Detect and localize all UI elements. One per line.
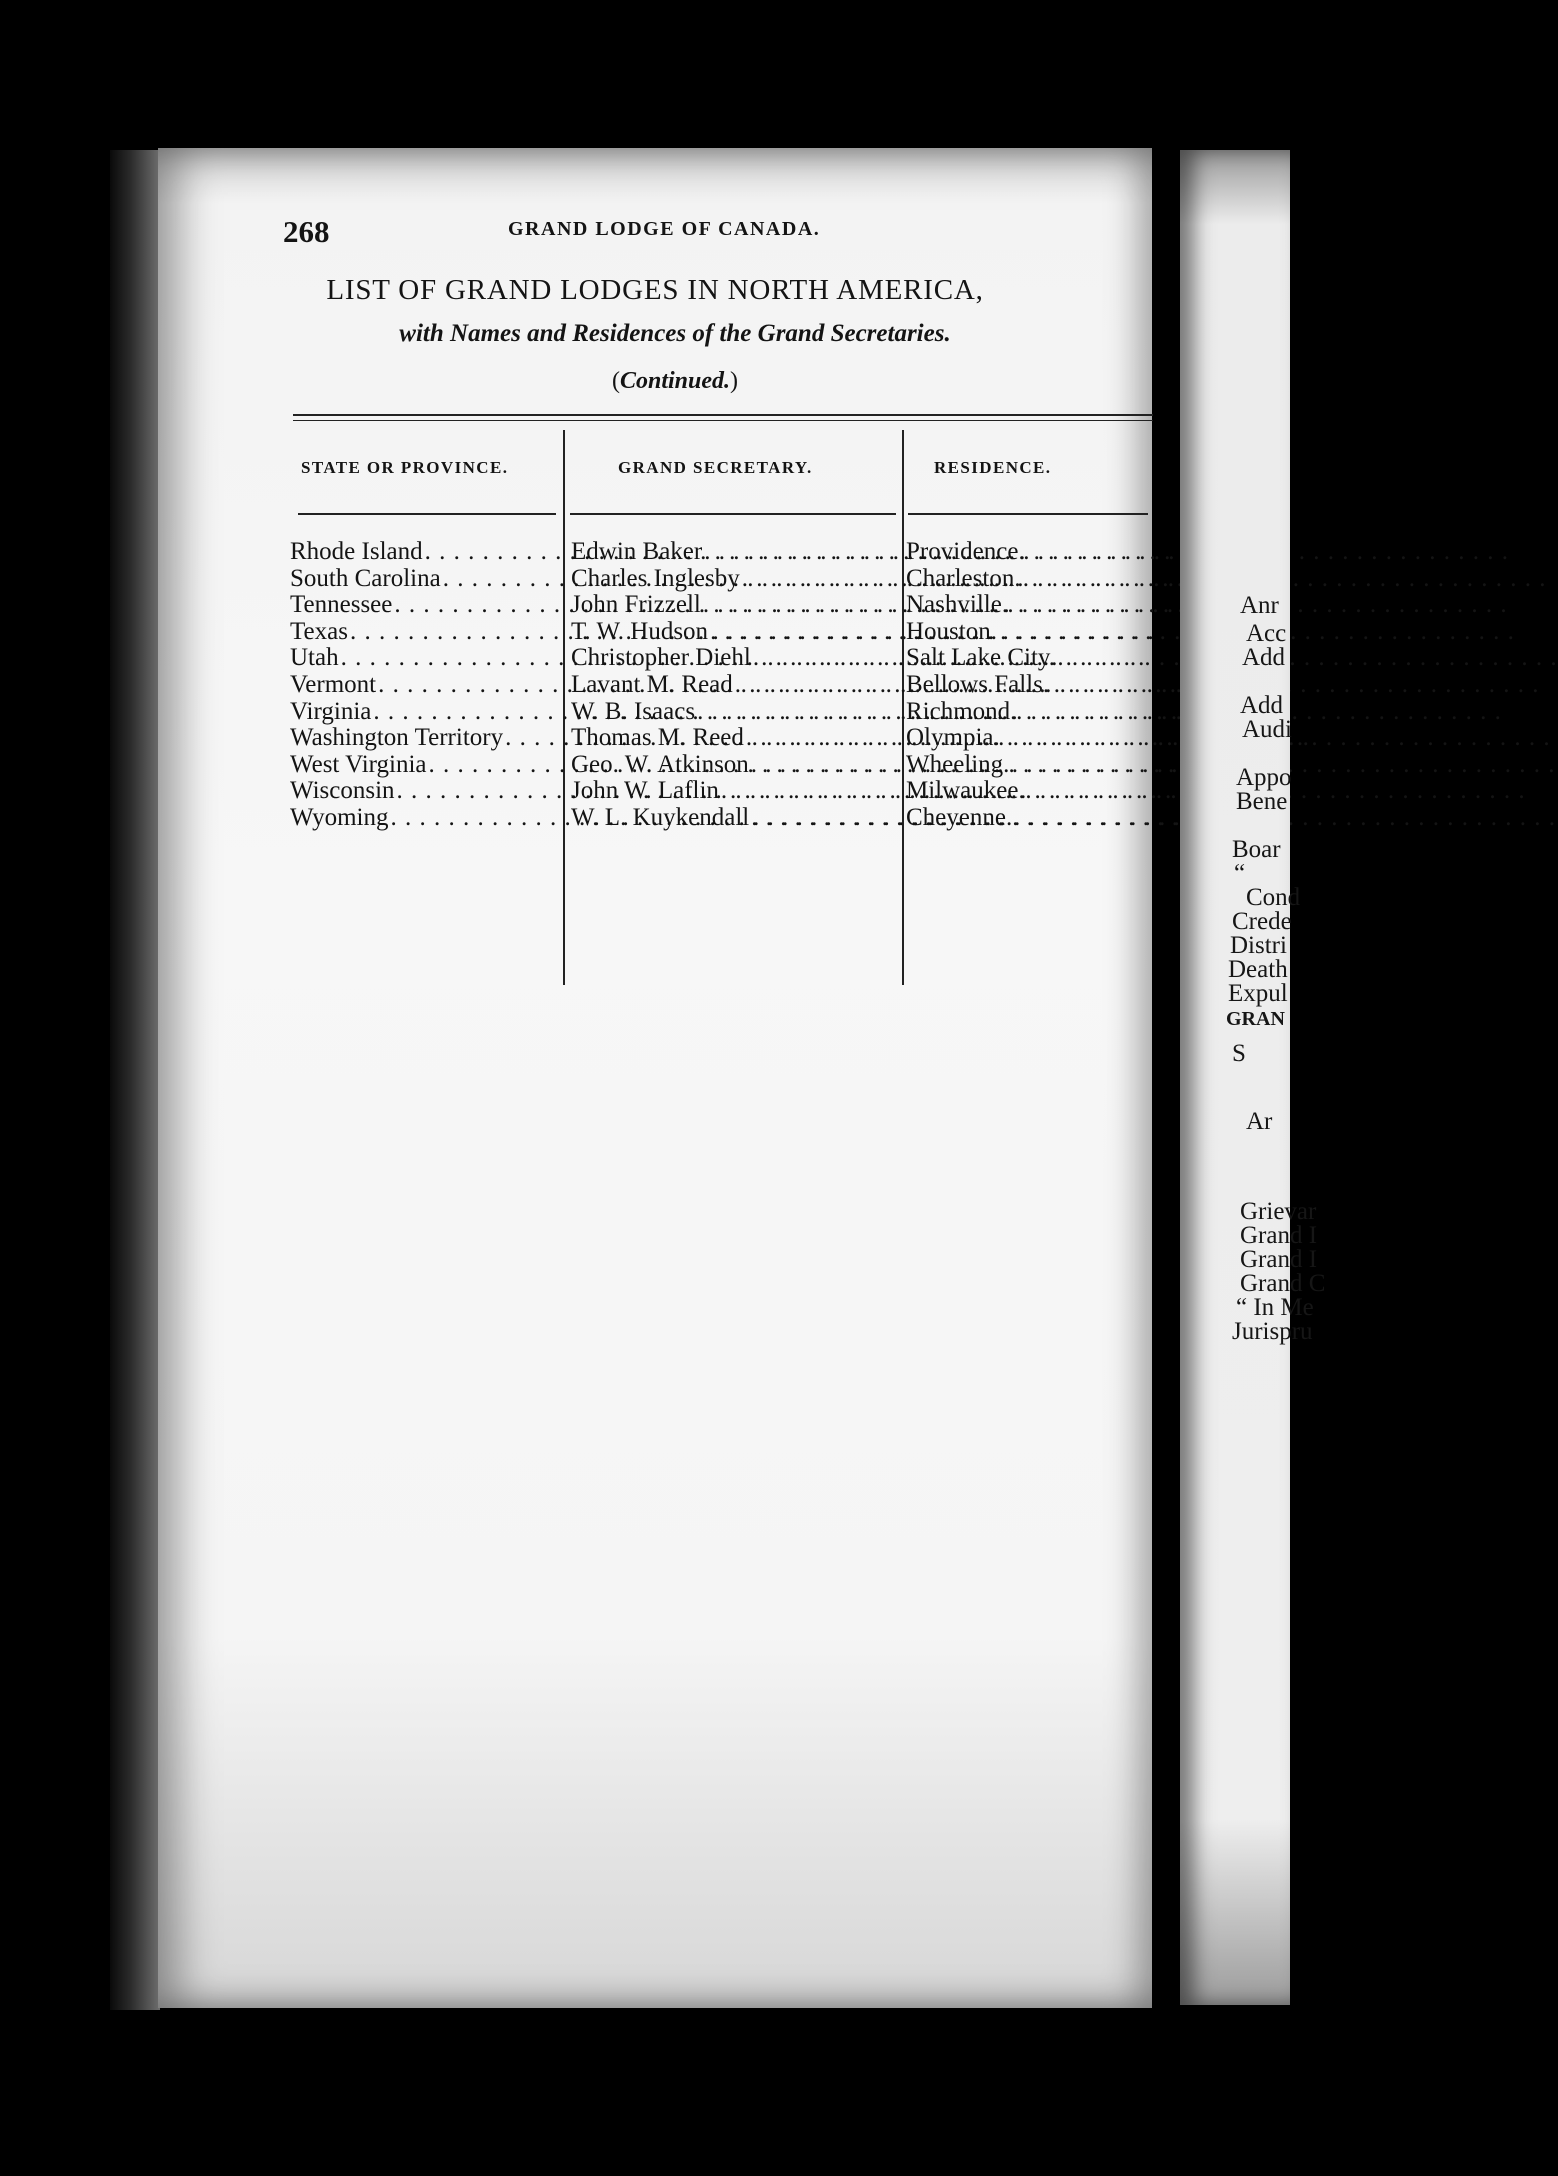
adjacent-page-fragment: Audi bbox=[1242, 716, 1292, 743]
table-row bbox=[158, 538, 1152, 565]
residence-cell-text: Nashville. bbox=[906, 591, 1009, 619]
state-cell bbox=[290, 644, 568, 671]
residence-cell bbox=[906, 565, 1146, 592]
column-header-state: STATE OR PROVINCE. bbox=[301, 458, 509, 477]
adjacent-page-fragment: Expul bbox=[1228, 980, 1288, 1007]
adjacent-page-fragment: Distri bbox=[1230, 932, 1287, 959]
residence-cell bbox=[906, 644, 1146, 671]
secretary-cell bbox=[571, 671, 903, 698]
page-number: 268 bbox=[283, 214, 330, 249]
secretary-cell-text: Edwin Baker bbox=[571, 538, 703, 565]
header-underline-2 bbox=[570, 513, 896, 515]
state-cell bbox=[290, 538, 568, 565]
state-cell bbox=[290, 751, 568, 778]
header-underline-1 bbox=[298, 513, 556, 515]
state-cell bbox=[290, 804, 568, 831]
table-row bbox=[158, 751, 1152, 778]
adjacent-page-fragment: Grievar bbox=[1240, 1198, 1317, 1225]
column-header-secretary: GRAND SECRETARY. bbox=[618, 458, 813, 477]
residence-cell-text: Cheyenne. bbox=[906, 804, 1013, 831]
column-header-residence: RESIDENCE. bbox=[934, 458, 1052, 477]
state-cell-text: Washington Territory bbox=[290, 724, 504, 752]
residence-cell-text: Houston. bbox=[906, 617, 997, 645]
adjacent-page-fragment: Boar bbox=[1232, 836, 1281, 863]
residence-cell-text: Charleston. bbox=[906, 564, 1021, 592]
state-cell bbox=[290, 698, 568, 725]
state-cell bbox=[290, 724, 568, 751]
dot-leader bbox=[751, 804, 1556, 831]
state-cell-text: West Virginia bbox=[290, 750, 427, 778]
secretary-cell-text: Christopher Diehl bbox=[571, 644, 751, 672]
table-row bbox=[158, 565, 1152, 592]
continued-label: Continued. bbox=[619, 368, 731, 394]
state-cell bbox=[290, 777, 568, 804]
adjacent-page-fragment: Jurispru bbox=[1232, 1318, 1313, 1345]
table-row bbox=[158, 644, 1152, 671]
dot-leader bbox=[746, 724, 1551, 751]
adjacent-page-fragment: Grand C bbox=[1240, 1270, 1326, 1297]
secretary-cell bbox=[571, 724, 903, 751]
residence-cell bbox=[906, 724, 1146, 751]
secretary-cell bbox=[571, 777, 903, 804]
residence-cell bbox=[906, 804, 1146, 831]
residence-cell bbox=[906, 751, 1146, 778]
adjacent-page-fragment: Appo bbox=[1236, 764, 1292, 791]
state-cell bbox=[290, 618, 568, 645]
adjacent-page-fragment: Bene bbox=[1236, 788, 1288, 815]
secretary-cell bbox=[571, 751, 903, 778]
book-page bbox=[158, 148, 1152, 2008]
secretary-cell-text: Geo. W. Atkinson bbox=[571, 750, 749, 778]
state-cell-text: South Carolina bbox=[290, 564, 441, 592]
residence-cell bbox=[906, 618, 1146, 645]
page-title: LIST OF GRAND LODGES IN NORTH AMERICA, bbox=[326, 274, 984, 306]
residence-cell-text: Bellows Falls. bbox=[906, 671, 1050, 698]
table-row bbox=[158, 724, 1152, 751]
residence-cell-text: Olympia. bbox=[906, 724, 1000, 752]
secretary-cell-text: W. B. Isaacs bbox=[571, 697, 696, 725]
state-cell-text: Virginia bbox=[290, 697, 372, 725]
secretary-cell-text: W. L. Kuykendall bbox=[571, 804, 750, 831]
secretary-cell bbox=[571, 644, 903, 671]
residence-cell-text: Wheeling. bbox=[906, 750, 1010, 778]
adjacent-page-fragment: Ar bbox=[1246, 1108, 1273, 1135]
dot-leader bbox=[751, 751, 1556, 778]
state-cell-text: Rhode Island bbox=[290, 538, 423, 565]
secretary-cell-text: Lavant M. Read bbox=[571, 671, 733, 698]
running-title: GRAND LODGE OF CANADA. bbox=[508, 218, 821, 240]
table-top-rule-double bbox=[293, 420, 1153, 421]
secretary-cell bbox=[571, 565, 903, 592]
residence-cell bbox=[906, 671, 1146, 698]
dot-leader bbox=[753, 644, 1558, 671]
state-cell-text: Wyoming bbox=[290, 804, 389, 831]
adjacent-page-fragment: Crede bbox=[1232, 908, 1292, 935]
residence-cell bbox=[906, 591, 1146, 618]
residence-cell bbox=[906, 698, 1146, 725]
table-row bbox=[158, 671, 1152, 698]
adjacent-page-fragment: Acc bbox=[1246, 620, 1287, 647]
state-cell-text: Utah bbox=[290, 644, 339, 672]
state-cell-text: Vermont bbox=[290, 671, 377, 698]
adjacent-page-fragment: Grand I bbox=[1240, 1222, 1318, 1249]
table-row bbox=[158, 698, 1152, 725]
table-top-rule bbox=[293, 414, 1153, 416]
secretary-cell-text: John Frizzell bbox=[571, 591, 701, 619]
adjacent-page-fragment: Add bbox=[1240, 692, 1284, 719]
residence-cell-text: Salt Lake City. bbox=[906, 644, 1056, 672]
secretary-cell-text: Thomas M. Reed bbox=[571, 724, 744, 752]
adjacent-page-fragment: Grand I bbox=[1240, 1246, 1318, 1273]
adjacent-page-fragment: Add bbox=[1242, 644, 1286, 671]
continued-note: (Continued.) bbox=[611, 368, 739, 394]
residence-cell-text: Providence. bbox=[906, 538, 1025, 565]
header-underline-3 bbox=[908, 513, 1148, 515]
residence-cell-text: Milwaukee. bbox=[906, 777, 1025, 805]
state-cell bbox=[290, 565, 568, 592]
residence-cell bbox=[906, 538, 1146, 565]
secretary-cell bbox=[571, 538, 903, 565]
state-cell-text: Texas bbox=[290, 617, 348, 645]
secretary-cell-text: T. W. Hudson bbox=[571, 617, 709, 645]
book-spine-edge bbox=[110, 150, 160, 2010]
state-cell bbox=[290, 671, 568, 698]
table-row bbox=[158, 777, 1152, 804]
secretary-cell bbox=[571, 804, 903, 831]
adjacent-page-edge bbox=[1180, 150, 1326, 2005]
adjacent-page-fragment: GRAN bbox=[1226, 1008, 1285, 1030]
adjacent-page-fragment: Cond bbox=[1246, 884, 1301, 911]
state-cell-text: Tennessee bbox=[290, 591, 393, 619]
table-row bbox=[158, 804, 1152, 831]
secretary-cell-text: Charles Inglesby bbox=[571, 564, 740, 592]
residence-cell-text: Richmond. bbox=[906, 697, 1017, 725]
state-cell-text: Wisconsin bbox=[290, 777, 395, 805]
table-row bbox=[158, 618, 1152, 645]
adjacent-page-fragment: Anr bbox=[1240, 592, 1279, 619]
state-cell bbox=[290, 591, 568, 618]
secretary-cell bbox=[571, 618, 903, 645]
secretary-cell bbox=[571, 591, 903, 618]
adjacent-page-fragment: “ bbox=[1234, 860, 1246, 887]
adjacent-page-fragment: Death bbox=[1228, 956, 1288, 983]
secretary-cell bbox=[571, 698, 903, 725]
adjacent-page-fragment: “ In Me bbox=[1236, 1294, 1314, 1321]
secretary-cell-text: John W. Laflin bbox=[571, 777, 719, 805]
page-subtitle: with Names and Residences of the Grand Secretaries. bbox=[399, 320, 951, 347]
adjacent-page-fragment: S bbox=[1232, 1040, 1246, 1067]
residence-cell bbox=[906, 777, 1146, 804]
table-row bbox=[158, 591, 1152, 618]
